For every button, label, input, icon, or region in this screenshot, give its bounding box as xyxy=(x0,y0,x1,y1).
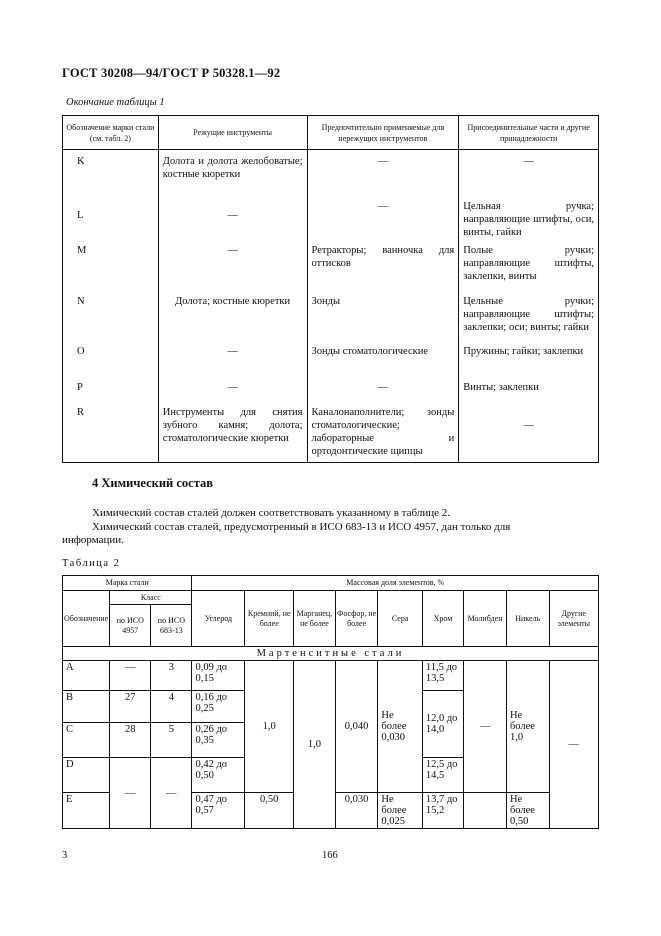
table-row xyxy=(63,661,599,691)
molybdenum-cell xyxy=(464,793,507,829)
header-class: Класс xyxy=(110,591,192,605)
iso4957-cell: — xyxy=(110,758,151,829)
attachments-cell: Цельная ручка; направляющие штифты, оси, винты, гайки xyxy=(459,195,599,239)
section-title: 4 Химический состав xyxy=(92,476,213,490)
mark-cell: N xyxy=(63,290,159,340)
header-chromium: Хром xyxy=(422,591,463,647)
iso683-cell: 3 xyxy=(151,661,192,691)
table1-caption: Окончание таблицы 1 xyxy=(66,97,165,108)
table-row xyxy=(63,290,599,340)
attachments-cell: Полые ручки; направляющие штифты, заклепки, винты xyxy=(459,239,599,290)
grade-mark: D xyxy=(63,758,110,793)
cutting-cell: — xyxy=(158,376,307,401)
noncutting-cell: Ретракторы; ванночка для оттисков xyxy=(307,239,459,290)
iso4957-cell: 27 xyxy=(110,691,151,723)
grade-mark: C xyxy=(63,723,110,758)
table2-caption: Таблица 2 xyxy=(62,558,121,569)
grade-mark: B xyxy=(63,691,110,723)
page-number-center: 166 xyxy=(322,850,338,861)
header-manganese: Марганец, не более xyxy=(293,591,335,647)
chromium-cell: 13,7 до 15,2 xyxy=(422,793,463,829)
iso683-cell: 4 xyxy=(151,691,192,723)
carbon-cell: 0,42 до 0,50 xyxy=(192,758,245,793)
paragraph-continuation: информации. xyxy=(62,534,124,546)
table1-header-attachments: Присоединительные части и другие принадлежности xyxy=(459,116,599,150)
other-shared: — xyxy=(549,661,599,829)
paragraph: Химический состав сталей, предусмотренный в ИСО 683-13 и ИСО 4957, дан только для xyxy=(92,521,511,533)
phosphorus-shared: 0,040 xyxy=(335,661,378,793)
noncutting-cell: Зонды xyxy=(307,290,459,340)
nickel-cell: Не более 0,50 xyxy=(506,793,549,829)
header-molybdenum: Молибден xyxy=(464,591,507,647)
mark-cell: L xyxy=(63,195,159,239)
header-phosphorus: Фосфор, не более xyxy=(335,591,378,647)
table-row xyxy=(63,376,599,401)
header-iso683: по ИСО 683-13 xyxy=(151,605,192,647)
header-designation: Обозначение xyxy=(63,591,110,647)
header-nickel: Никель xyxy=(506,591,549,647)
attachments-cell: — xyxy=(459,401,599,463)
header-grade: Марка стали xyxy=(63,576,192,591)
molybdenum-shared: — xyxy=(464,661,507,793)
sulfur-shared: Не более 0,030 xyxy=(378,661,422,793)
header-iso4957: по ИСО 4957 xyxy=(110,605,151,647)
silicon-cell: 0,50 xyxy=(245,793,293,829)
header-other: Другие элементы xyxy=(549,591,599,647)
silicon-shared: 1,0 xyxy=(245,661,293,793)
manganese-shared: 1,0 xyxy=(293,661,335,829)
cutting-cell: — xyxy=(158,195,307,239)
attachments-cell: Пружины; гайки; заклепки xyxy=(459,340,599,376)
cutting-cell: — xyxy=(158,340,307,376)
table-row xyxy=(63,239,599,290)
sulfur-cell: Не более 0,025 xyxy=(378,793,422,829)
noncutting-cell: Каналонаполнители; зонды стоматологические; лабораторные и ортодонтические щипцы xyxy=(307,401,459,463)
iso4957-cell: 28 xyxy=(110,723,151,758)
table-row xyxy=(63,150,599,195)
nickel-shared: Не более 1,0 xyxy=(506,661,549,793)
table-row xyxy=(63,340,599,376)
header-carbon: Углерод xyxy=(192,591,245,647)
chromium-cell: 12,0 до 14,0 xyxy=(422,691,463,758)
noncutting-cell: — xyxy=(307,195,459,239)
header-sulfur: Сера xyxy=(378,591,422,647)
cutting-cell: Долота; костные кюретки xyxy=(158,290,307,340)
table-row xyxy=(63,401,599,463)
iso683-cell: — xyxy=(151,758,192,829)
grade-mark: A xyxy=(63,661,110,691)
attachments-cell: Цельные ручки; направляющие штифты; заклепки; оси; винты; гайки xyxy=(459,290,599,340)
iso4957-cell: — xyxy=(110,661,151,691)
document-header: ГОСТ 30208—94/ГОСТ Р 50328.1—92 xyxy=(62,66,281,80)
header-silicon: Кремний, не более xyxy=(245,591,293,647)
cutting-cell: Инструменты для снятия зубного камня; долота; стоматологические кюретки xyxy=(158,401,307,463)
table1-header-cutting: Режущие инструменты xyxy=(158,116,307,150)
mark-cell: O xyxy=(63,340,159,376)
iso683-cell: 5 xyxy=(151,723,192,758)
paragraph: Химический состав сталей должен соответствовать указанному в таблице 2. xyxy=(92,507,450,519)
page-number-left: 3 xyxy=(62,850,68,861)
noncutting-cell: — xyxy=(307,376,459,401)
cutting-cell: Долота и долота желобоватые; костные кюретки xyxy=(158,150,307,195)
attachments-cell: — xyxy=(459,150,599,195)
martensitic-subheading: Мартенситные стали xyxy=(63,647,599,661)
mark-cell: P xyxy=(63,376,159,401)
mark-cell: K xyxy=(63,150,159,195)
table1-header-mark: Обозначение марки стали (см. табл. 2) xyxy=(63,116,159,150)
chromium-cell: 11,5 до 13,5 xyxy=(422,661,463,691)
phosphorus-cell: 0,030 xyxy=(335,793,378,829)
carbon-cell: 0,47 до 0,57 xyxy=(192,793,245,829)
table1-header-noncutting: Предпочтительно применяемые для нережущих инструментов xyxy=(307,116,459,150)
header-mass-fraction: Массовая доля элементов, % xyxy=(192,576,599,591)
mark-cell: M xyxy=(63,239,159,290)
grade-mark: E xyxy=(63,793,110,829)
carbon-cell: 0,16 до 0,25 xyxy=(192,691,245,723)
carbon-cell: 0,26 до 0,35 xyxy=(192,723,245,758)
cutting-cell: — xyxy=(158,239,307,290)
carbon-cell: 0,09 до 0,15 xyxy=(192,661,245,691)
attachments-cell: Винты; заклепки xyxy=(459,376,599,401)
table-1 xyxy=(62,115,599,463)
table-row xyxy=(63,195,599,239)
noncutting-cell: — xyxy=(307,150,459,195)
noncutting-cell: Зонды стоматологические xyxy=(307,340,459,376)
mark-cell: R xyxy=(63,401,159,463)
chromium-cell: 12,5 до 14,5 xyxy=(422,758,463,793)
table-2 xyxy=(62,575,599,829)
